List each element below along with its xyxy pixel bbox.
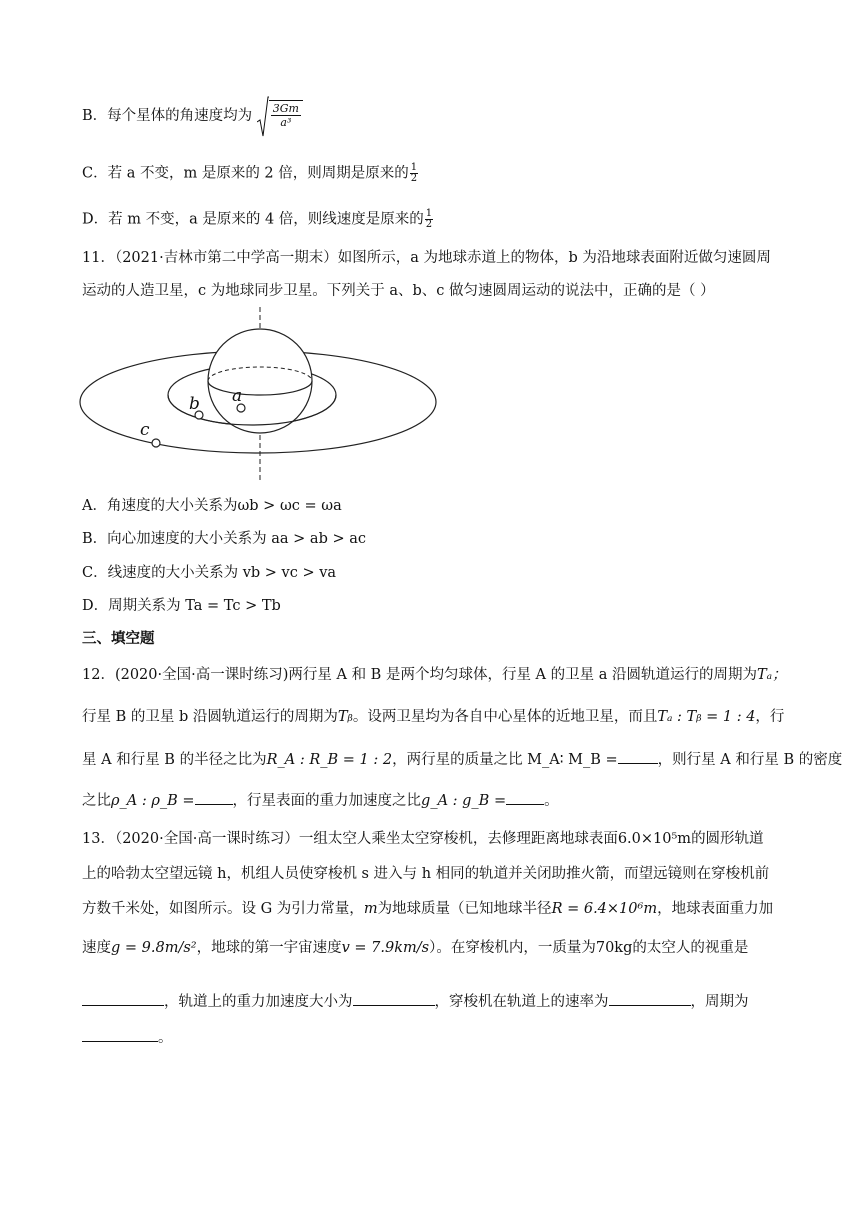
section-heading: 三、填空题 bbox=[82, 631, 155, 647]
q11-option-a: A．角速度的大小关系为ωb > ωc = ωa bbox=[82, 498, 342, 514]
label-b: b bbox=[189, 394, 200, 414]
q11-stem-line1: 11．（2021·吉林市第二中学高一期末）如图所示，a 为地球赤道上的物体，b 为沿地球表面附近做匀速圆周 bbox=[82, 250, 771, 266]
q11-option-b: B．向心加速度的大小关系为 aa > ab > ac bbox=[82, 531, 366, 547]
q13-line3: 方数千米处，如图所示。设 G 为引力常量，m为地球质量（已知地球半径R = 6.4×10⁶m，地球表面重力加 bbox=[82, 901, 774, 917]
q13-line6: 。 bbox=[82, 1027, 173, 1048]
answer-blank[interactable] bbox=[82, 1027, 158, 1042]
earth-circle bbox=[208, 329, 312, 433]
q10-option-b bbox=[82, 100, 303, 140]
q10-option-c-text: C．若 a 不变，m 是原来的 2 倍，则周期是原来的 bbox=[82, 165, 409, 182]
sqrt-numerator: 3Gm bbox=[272, 102, 299, 115]
orbit-diagram bbox=[78, 305, 443, 485]
q12-line2: 行星 B 的卫星 b 沿圆轨道运行的周期为Tᵦ。设两卫星均为各自中心星体的近地卫星，而且Tₐ : Tᵦ = 1 : 4，行 bbox=[82, 709, 785, 725]
answer-blank[interactable] bbox=[82, 991, 164, 1006]
q13-line5: ，轨道上的重力加速度大小为 ，穿梭机在轨道上的速率为 ，周期为 bbox=[82, 991, 749, 1012]
sqrt-denominator: a³ bbox=[280, 116, 292, 129]
sqrt-expression bbox=[257, 100, 303, 132]
answer-blank[interactable] bbox=[195, 790, 233, 805]
answer-blank[interactable] bbox=[618, 749, 658, 764]
label-a: a bbox=[232, 386, 243, 406]
answer-blank[interactable] bbox=[609, 991, 691, 1006]
q11-option-d: D．周期关系为 Ta = Tc > Tb bbox=[82, 598, 281, 614]
q10-option-d-text: D．若 m 不变，a 是原来的 4 倍，则线速度是原来的 bbox=[82, 211, 424, 228]
q12-line3: 星 A 和行星 B 的半径之比为R_A : R_B = 1 : 2，两行星的质量之比 M_A∶ M_B = ，则行星 A 和行星 B 的密度 bbox=[82, 749, 842, 770]
point-c bbox=[152, 439, 160, 447]
fraction-half: $\frac{1}{2}$ bbox=[425, 208, 433, 230]
answer-blank[interactable] bbox=[353, 991, 435, 1006]
radical-sign-icon bbox=[257, 96, 269, 138]
q13-line4: 速度g = 9.8m/s²，地球的第一宇宙速度v = 7.9km/s）。在穿梭机内，一质量为70kg的太空人的视重是 bbox=[82, 940, 749, 956]
q10-option-c bbox=[82, 163, 419, 184]
answer-blank[interactable] bbox=[506, 790, 544, 805]
q13-line1: 13．（2020·全国·高一课时练习）一组太空人乘坐太空穿梭机，去修理距离地球表面6.0×10⁵m的圆形轨道 bbox=[82, 831, 764, 847]
q11-option-c: C．线速度的大小关系为 vb > vc > va bbox=[82, 565, 337, 581]
q13-line2: 上的哈勃太空望远镜 h，机组人员使穿梭机 s 进入与 h 相同的轨道并关闭助推火箭，而望远镜则在穿梭机前 bbox=[82, 866, 770, 882]
q11-stem-line2: 运动的人造卫星，c 为地球同步卫星。下列关于 a、b、c 做匀速圆周运动的说法中，正确的是（ ） bbox=[82, 283, 715, 299]
q12-line4: 之比ρ_A : ρ_B = ，行星表面的重力加速度之比g_A : g_B = 。 bbox=[82, 790, 559, 811]
q12-line1: 12．(2020·全国·高一课时练习)两行星 A 和 B 是两个均匀球体，行星 A 的卫星 a 沿圆轨道运行的周期为Tₐ； bbox=[82, 667, 787, 683]
label-c: c bbox=[140, 420, 150, 440]
q10-option-b-label: B．每个星体的角速度均为 bbox=[82, 108, 253, 124]
q10-option-d bbox=[82, 209, 434, 230]
fraction-half: $\frac{1}{2}$ bbox=[410, 162, 418, 184]
